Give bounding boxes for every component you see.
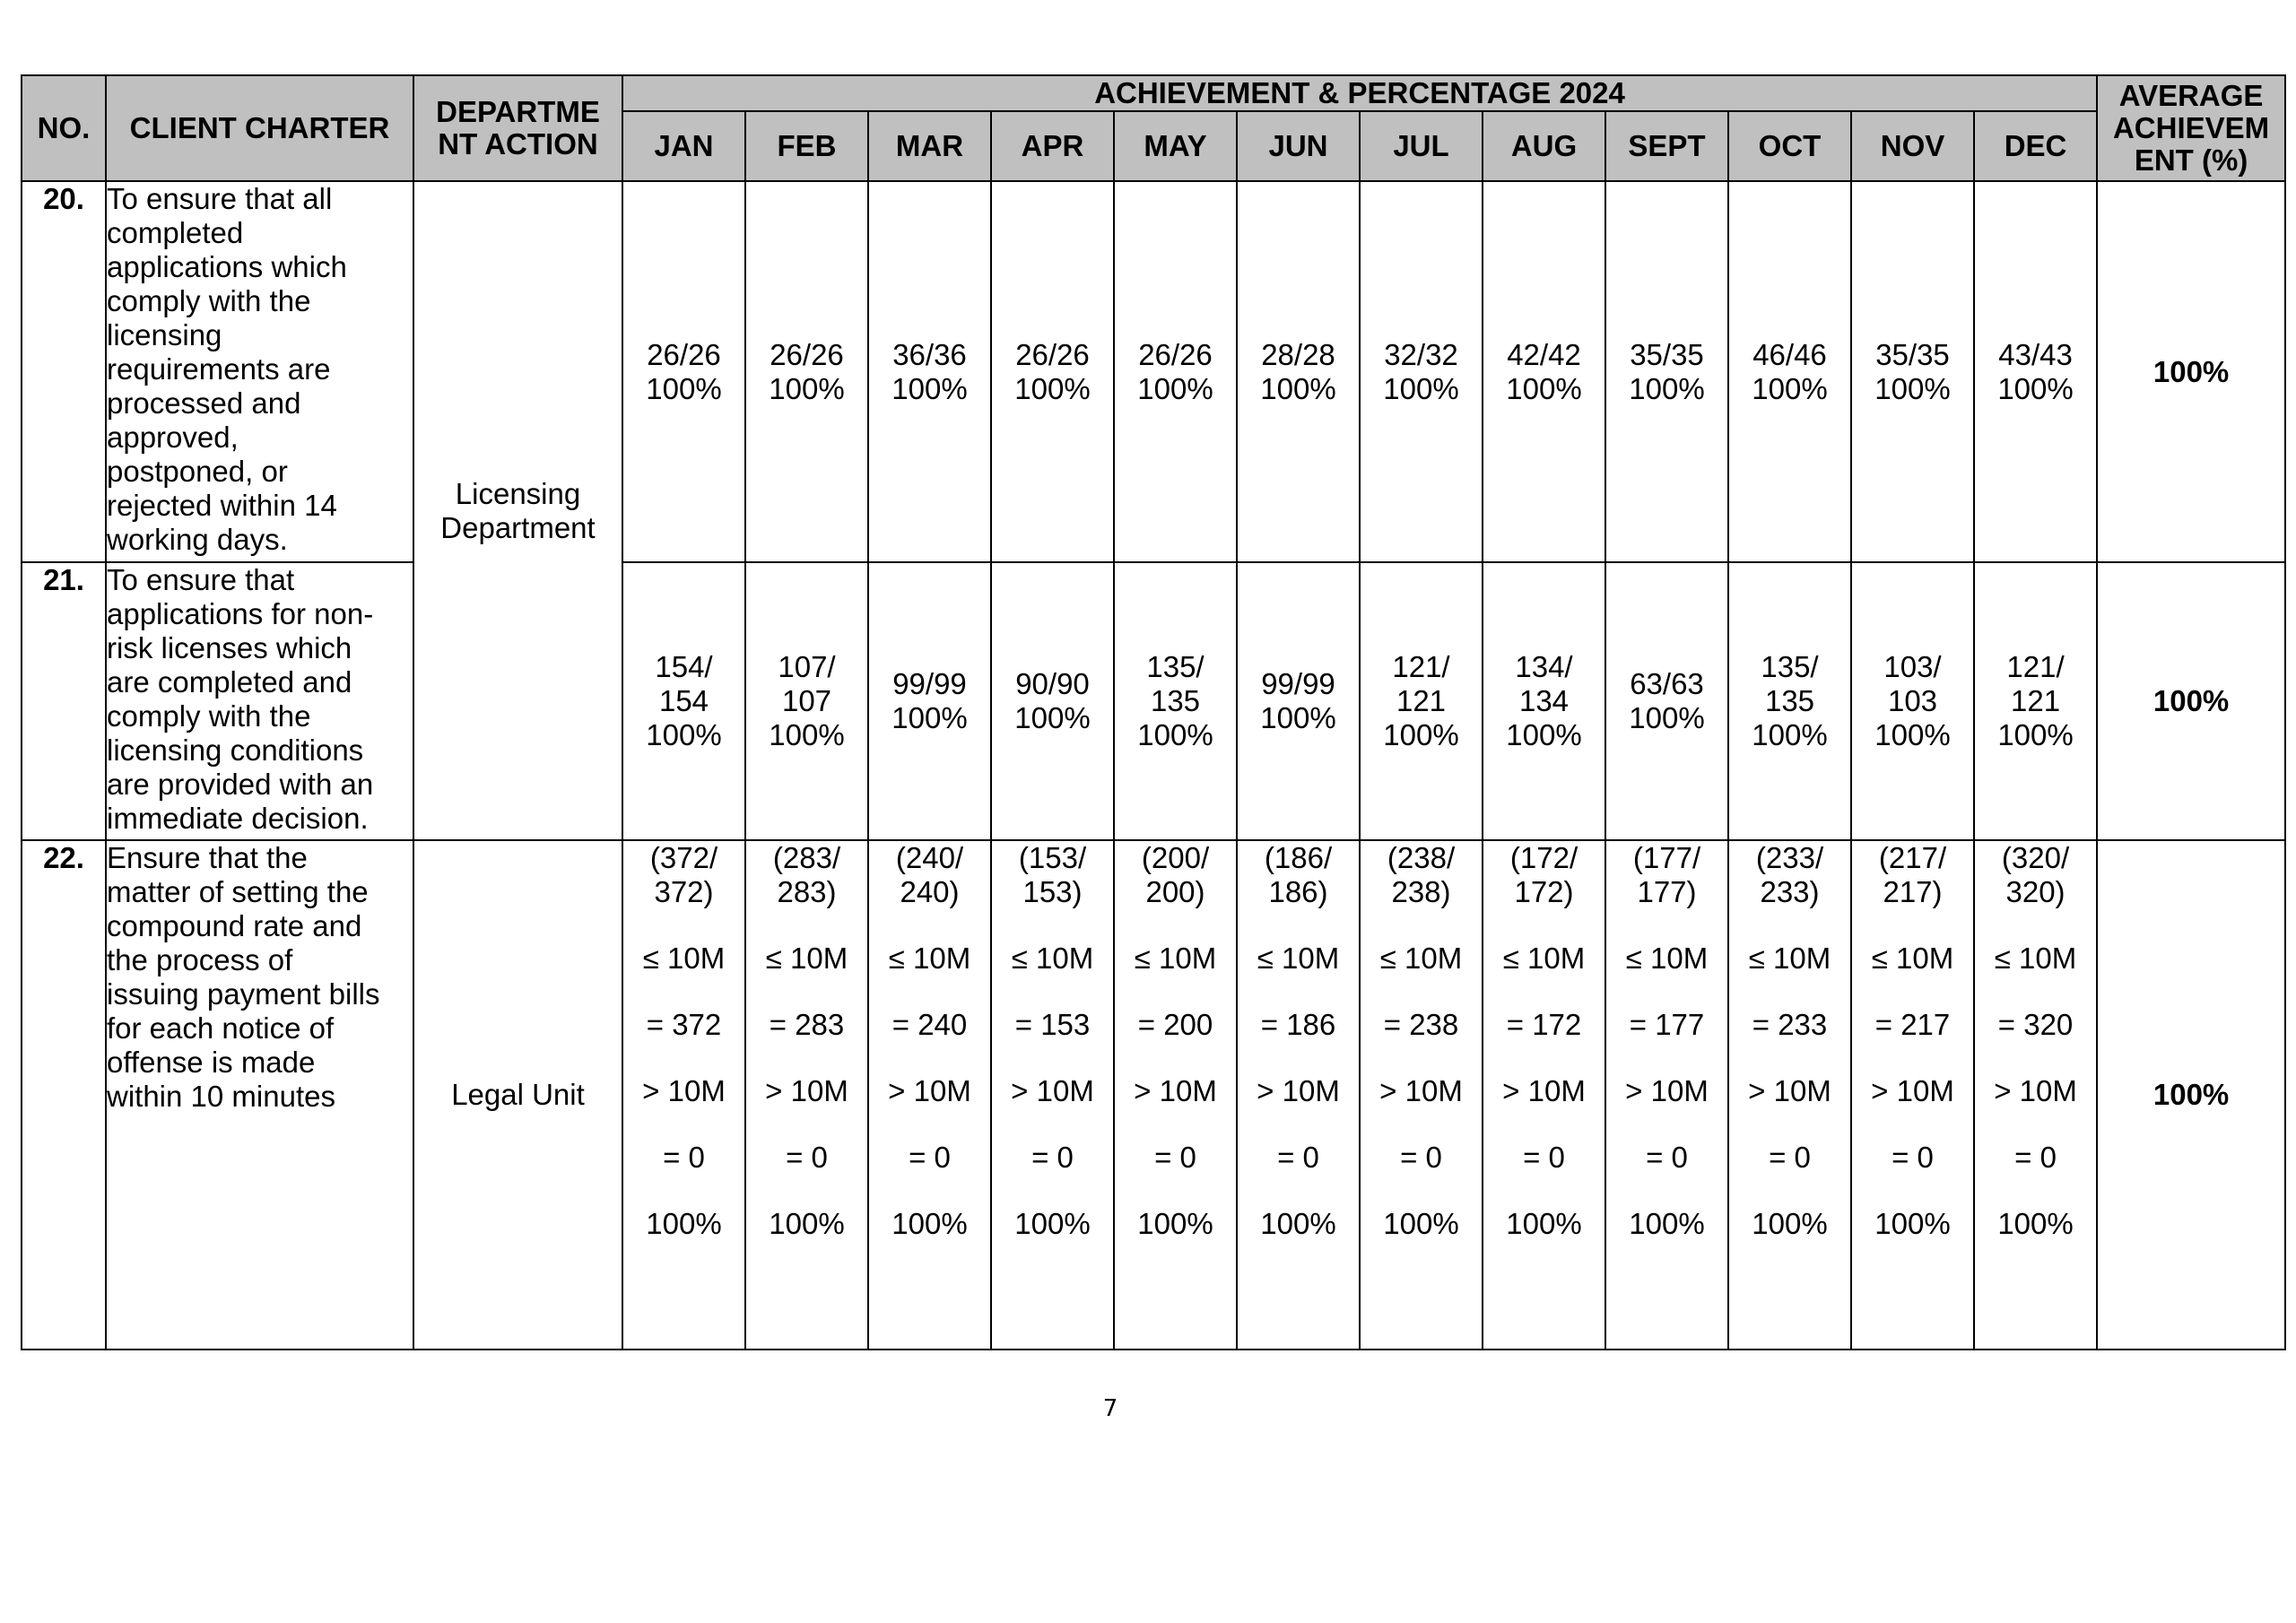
month-value: 107 <box>781 684 832 717</box>
charter-line: postponed, or <box>107 455 288 488</box>
charter-line: compound rate and <box>107 909 362 942</box>
month-value: 26/26 <box>770 337 844 371</box>
month-fraction: 186) <box>1268 875 1328 908</box>
month-le-value: = 217 <box>1874 1008 1951 1041</box>
month-le-value: = 372 <box>646 1008 722 1041</box>
month-percent: 100% <box>1014 371 1091 405</box>
month-gt-label: > 10M <box>1134 1074 1217 1107</box>
month-gt-value: = 0 <box>1031 1141 1074 1174</box>
charter-line: are provided with an <box>107 768 374 801</box>
charter-line: issuing payment bills <box>107 977 380 1011</box>
month-value: 121/ <box>2006 650 2065 683</box>
header-month-dec: DEC <box>1974 111 2097 181</box>
month-gt-label: > 10M <box>888 1074 971 1107</box>
header-month-oct: OCT <box>1728 111 1851 181</box>
month-percent: 100% <box>1752 371 1828 405</box>
month-le-value: = 240 <box>891 1008 968 1041</box>
month-value: 107/ <box>778 650 836 683</box>
month-value: 135/ <box>1146 650 1205 683</box>
department-cell <box>413 181 622 840</box>
charter-line: for each notice of <box>107 1011 335 1045</box>
month-le-value: = 283 <box>769 1008 845 1041</box>
month-percent: 100% <box>891 1207 968 1240</box>
month-value: 28/28 <box>1261 337 1335 371</box>
month-fraction: 200) <box>1145 875 1205 908</box>
month-cell-aug <box>1483 181 1605 562</box>
header-month-apr: APR <box>991 111 1114 181</box>
month-value: 134/ <box>1515 650 1573 683</box>
month-le-label: ≤ 10M <box>1011 942 1094 975</box>
month-fraction: 177) <box>1637 875 1697 908</box>
month-cell-dec <box>1974 562 2097 840</box>
month-percent: 100% <box>1137 371 1213 405</box>
charter-line: rejected within 14 <box>107 489 337 522</box>
charter-line: approved, <box>107 421 239 454</box>
month-cell-feb <box>745 562 868 840</box>
month-cell-mar <box>868 181 991 562</box>
month-value: 35/35 <box>1630 337 1704 371</box>
month-percent: 100% <box>646 371 722 405</box>
header-month-sept: SEPT <box>1605 111 1728 181</box>
month-percent: 100% <box>1383 1207 1459 1240</box>
month-percent: 100% <box>1137 718 1213 751</box>
row-number: 22. <box>22 840 106 1350</box>
month-value: 135/ <box>1761 650 1819 683</box>
month-gt-label: > 10M <box>765 1074 848 1107</box>
month-gt-value: = 0 <box>786 1141 828 1174</box>
achievement-table <box>21 74 2286 1350</box>
charter-line: comply with the <box>107 699 311 733</box>
month-cell-jan <box>622 562 745 840</box>
header-no: NO. <box>22 75 106 181</box>
month-cell-sept <box>1605 181 1728 562</box>
month-gt-label: > 10M <box>1748 1074 1831 1107</box>
month-le-value: = 320 <box>1997 1008 2074 1041</box>
month-value: 99/99 <box>892 667 967 700</box>
charter-line: processed and <box>107 386 301 420</box>
header-average-line: AVERAGE <box>2118 79 2264 112</box>
month-value: 63/63 <box>1630 667 1704 700</box>
charter-line: completed <box>107 216 244 249</box>
month-le-value: = 200 <box>1137 1008 1213 1041</box>
month-fraction: (217/ <box>1878 841 1947 874</box>
average-achievement-cell: 100% <box>2097 181 2285 562</box>
month-cell-jun <box>1237 840 1360 1350</box>
month-gt-label: > 10M <box>1257 1074 1340 1107</box>
month-value: 121 <box>1396 684 1447 717</box>
month-value: 42/42 <box>1507 337 1581 371</box>
average-achievement-cell: 100% <box>2097 840 2285 1350</box>
month-cell-aug <box>1483 562 1605 840</box>
month-percent: 100% <box>1260 371 1336 405</box>
month-gt-value: = 0 <box>1277 1141 1319 1174</box>
month-cell-dec <box>1974 840 2097 1350</box>
header-department-action <box>413 75 622 181</box>
header-month-mar: MAR <box>868 111 991 181</box>
month-fraction: (320/ <box>2001 841 2070 874</box>
header-achievement-title: ACHIEVEMENT & PERCENTAGE 2024 <box>622 75 2097 111</box>
charter-line: are completed and <box>107 665 352 699</box>
month-gt-value: = 0 <box>1892 1141 1934 1174</box>
month-fraction: (240/ <box>895 841 964 874</box>
month-value: 36/36 <box>892 337 967 371</box>
month-fraction: (233/ <box>1755 841 1824 874</box>
month-fraction: (283/ <box>772 841 841 874</box>
month-cell-nov <box>1851 840 1974 1350</box>
month-percent: 100% <box>646 718 722 751</box>
month-percent: 100% <box>1997 1207 2074 1240</box>
month-gt-label: > 10M <box>642 1074 726 1107</box>
month-percent: 100% <box>1752 1207 1828 1240</box>
month-value: 90/90 <box>1015 667 1090 700</box>
month-le-label: ≤ 10M <box>1871 942 1954 975</box>
month-value: 43/43 <box>1998 337 2073 371</box>
client-charter-cell <box>106 181 413 562</box>
department-line: Department <box>440 510 596 544</box>
month-value: 103 <box>1887 684 1938 717</box>
month-value: 121/ <box>1392 650 1450 683</box>
month-le-value: = 153 <box>1014 1008 1091 1041</box>
month-gt-value: = 0 <box>1646 1141 1688 1174</box>
month-percent: 100% <box>1260 701 1336 734</box>
month-percent: 100% <box>1506 371 1582 405</box>
month-gt-label: > 10M <box>1871 1074 1954 1107</box>
month-fraction: 283) <box>777 875 837 908</box>
month-cell-jul <box>1360 181 1483 562</box>
month-percent: 100% <box>1874 718 1951 751</box>
charter-line: the process of <box>107 943 293 976</box>
table-row <box>22 840 2285 1350</box>
month-percent: 100% <box>1874 371 1951 405</box>
month-gt-label: > 10M <box>1625 1074 1709 1107</box>
month-le-label: ≤ 10M <box>888 942 971 975</box>
month-cell-sept <box>1605 562 1728 840</box>
month-cell-dec <box>1974 181 2097 562</box>
month-cell-jul <box>1360 562 1483 840</box>
month-cell-apr <box>991 181 1114 562</box>
charter-line: To ensure that <box>107 563 295 596</box>
header-department-action-line: DEPARTME <box>436 95 600 128</box>
department-line: Licensing <box>455 476 581 510</box>
charter-line: offense is made <box>107 1046 316 1079</box>
header-month-jun: JUN <box>1237 111 1360 181</box>
month-le-value: = 172 <box>1506 1008 1582 1041</box>
month-value: 154 <box>658 684 709 717</box>
month-fraction: 240) <box>900 875 960 908</box>
month-gt-value: = 0 <box>909 1141 951 1174</box>
month-value: 35/35 <box>1875 337 1950 371</box>
client-charter-cell <box>106 562 413 840</box>
month-fraction: (200/ <box>1141 841 1210 874</box>
header-month-aug: AUG <box>1483 111 1605 181</box>
month-value: 135 <box>1150 684 1201 717</box>
month-le-label: ≤ 10M <box>765 942 848 975</box>
month-fraction: 320) <box>2005 875 2066 908</box>
month-gt-label: > 10M <box>1011 1074 1094 1107</box>
charter-line: working days. <box>107 523 288 556</box>
month-percent: 100% <box>769 1207 845 1240</box>
row-number: 20. <box>22 181 106 562</box>
month-gt-value: = 0 <box>1154 1141 1196 1174</box>
month-gt-value: = 0 <box>1769 1141 1811 1174</box>
month-le-value: = 233 <box>1752 1008 1828 1041</box>
charter-line: comply with the <box>107 284 311 317</box>
month-percent: 100% <box>1014 1207 1091 1240</box>
month-fraction: 153) <box>1022 875 1083 908</box>
month-cell-mar <box>868 562 991 840</box>
header-month-jan: JAN <box>622 111 745 181</box>
month-gt-value: = 0 <box>663 1141 705 1174</box>
month-percent: 100% <box>1137 1207 1213 1240</box>
department-cell: Legal Unit <box>413 840 622 1350</box>
month-value: 26/26 <box>1138 337 1213 371</box>
month-cell-nov <box>1851 562 1974 840</box>
table-row <box>22 181 2285 562</box>
month-value: 134 <box>1518 684 1570 717</box>
client-charter-cell <box>106 840 413 1350</box>
month-cell-jun <box>1237 562 1360 840</box>
month-value: 26/26 <box>647 337 721 371</box>
month-le-label: ≤ 10M <box>1134 942 1217 975</box>
table-row <box>22 562 2285 840</box>
month-le-label: ≤ 10M <box>1502 942 1586 975</box>
header-average-line: ENT (%) <box>2134 143 2248 177</box>
header-average-line: ACHIEVEM <box>2112 111 2270 144</box>
month-percent: 100% <box>1874 1207 1951 1240</box>
month-cell-jun <box>1237 181 1360 562</box>
month-percent: 100% <box>1997 718 2074 751</box>
month-gt-label: > 10M <box>1502 1074 1586 1107</box>
month-cell-aug <box>1483 840 1605 1350</box>
month-value: 121 <box>2011 684 2061 717</box>
month-fraction: (186/ <box>1264 841 1333 874</box>
month-percent: 100% <box>1260 1207 1336 1240</box>
month-percent: 100% <box>1629 701 1705 734</box>
month-cell-oct <box>1728 181 1851 562</box>
month-fraction: (372/ <box>649 841 718 874</box>
month-gt-value: = 0 <box>1400 1141 1442 1174</box>
header-month-jul: JUL <box>1360 111 1483 181</box>
header-month-nov: NOV <box>1851 111 1974 181</box>
month-le-label: ≤ 10M <box>642 942 726 975</box>
month-cell-feb <box>745 181 868 562</box>
month-le-label: ≤ 10M <box>1625 942 1709 975</box>
month-le-label: ≤ 10M <box>1379 942 1463 975</box>
month-gt-label: > 10M <box>1994 1074 2077 1107</box>
month-fraction: (153/ <box>1018 841 1087 874</box>
month-le-label: ≤ 10M <box>1994 942 2077 975</box>
month-percent: 100% <box>1383 371 1459 405</box>
month-percent: 100% <box>1506 1207 1582 1240</box>
month-fraction: 238) <box>1391 875 1451 908</box>
header-month-may: MAY <box>1114 111 1237 181</box>
month-cell-apr <box>991 562 1114 840</box>
month-cell-may <box>1114 181 1237 562</box>
month-cell-mar <box>868 840 991 1350</box>
row-number: 21. <box>22 562 106 840</box>
header-department-action-line: NT ACTION <box>438 127 598 161</box>
month-value: 46/46 <box>1752 337 1827 371</box>
month-percent: 100% <box>1752 718 1828 751</box>
month-fraction: (177/ <box>1632 841 1701 874</box>
charter-line: applications which <box>107 250 347 283</box>
month-cell-may <box>1114 562 1237 840</box>
header-month-feb: FEB <box>745 111 868 181</box>
month-percent: 100% <box>646 1207 722 1240</box>
month-le-value: = 186 <box>1260 1008 1336 1041</box>
month-fraction: 172) <box>1514 875 1574 908</box>
month-value: 154/ <box>655 650 713 683</box>
month-percent: 100% <box>891 371 968 405</box>
month-value: 26/26 <box>1015 337 1090 371</box>
month-le-label: ≤ 10M <box>1257 942 1340 975</box>
month-fraction: 233) <box>1760 875 1820 908</box>
header-client-charter: CLIENT CHARTER <box>106 75 413 181</box>
month-percent: 100% <box>891 701 968 734</box>
month-percent: 100% <box>769 718 845 751</box>
month-cell-oct <box>1728 840 1851 1350</box>
month-cell-sept <box>1605 840 1728 1350</box>
month-value: 135 <box>1764 684 1815 717</box>
charter-line: risk licenses which <box>107 631 352 664</box>
charter-line: licensing <box>107 318 222 352</box>
month-fraction: (172/ <box>1509 841 1578 874</box>
charter-line: matter of setting the <box>107 875 369 908</box>
month-cell-jul <box>1360 840 1483 1350</box>
month-cell-apr <box>991 840 1114 1350</box>
month-percent: 100% <box>1997 371 2074 405</box>
month-cell-jan <box>622 840 745 1350</box>
average-achievement-cell: 100% <box>2097 562 2285 840</box>
month-le-label: ≤ 10M <box>1748 942 1831 975</box>
month-gt-value: = 0 <box>1523 1141 1565 1174</box>
month-gt-label: > 10M <box>1379 1074 1463 1107</box>
charter-line: applications for non- <box>107 597 374 630</box>
month-gt-value: = 0 <box>2014 1141 2057 1174</box>
month-fraction: 217) <box>1883 875 1943 908</box>
month-le-value: = 238 <box>1383 1008 1459 1041</box>
month-percent: 100% <box>1506 718 1582 751</box>
charter-line: requirements are <box>107 352 331 386</box>
page-number: 7 <box>1102 1395 1118 1422</box>
charter-line: Ensure that the <box>107 841 308 874</box>
month-cell-oct <box>1728 562 1851 840</box>
charter-line: To ensure that all <box>107 182 333 215</box>
month-cell-may <box>1114 840 1237 1350</box>
month-percent: 100% <box>1014 701 1091 734</box>
month-le-value: = 177 <box>1629 1008 1705 1041</box>
header-average-achievement <box>2097 75 2285 181</box>
month-value: 32/32 <box>1384 337 1458 371</box>
month-cell-nov <box>1851 181 1974 562</box>
month-percent: 100% <box>1629 1207 1705 1240</box>
charter-line: licensing conditions <box>107 733 364 767</box>
charter-line: within 10 minutes <box>107 1080 335 1113</box>
month-value: 103/ <box>1883 650 1942 683</box>
month-fraction: (238/ <box>1387 841 1456 874</box>
month-value: 99/99 <box>1261 667 1335 700</box>
charter-line: immediate decision. <box>107 802 369 835</box>
month-cell-feb <box>745 840 868 1350</box>
month-cell-jan <box>622 181 745 562</box>
month-percent: 100% <box>1629 371 1705 405</box>
month-fraction: 372) <box>654 875 714 908</box>
month-percent: 100% <box>769 371 845 405</box>
month-percent: 100% <box>1383 718 1459 751</box>
